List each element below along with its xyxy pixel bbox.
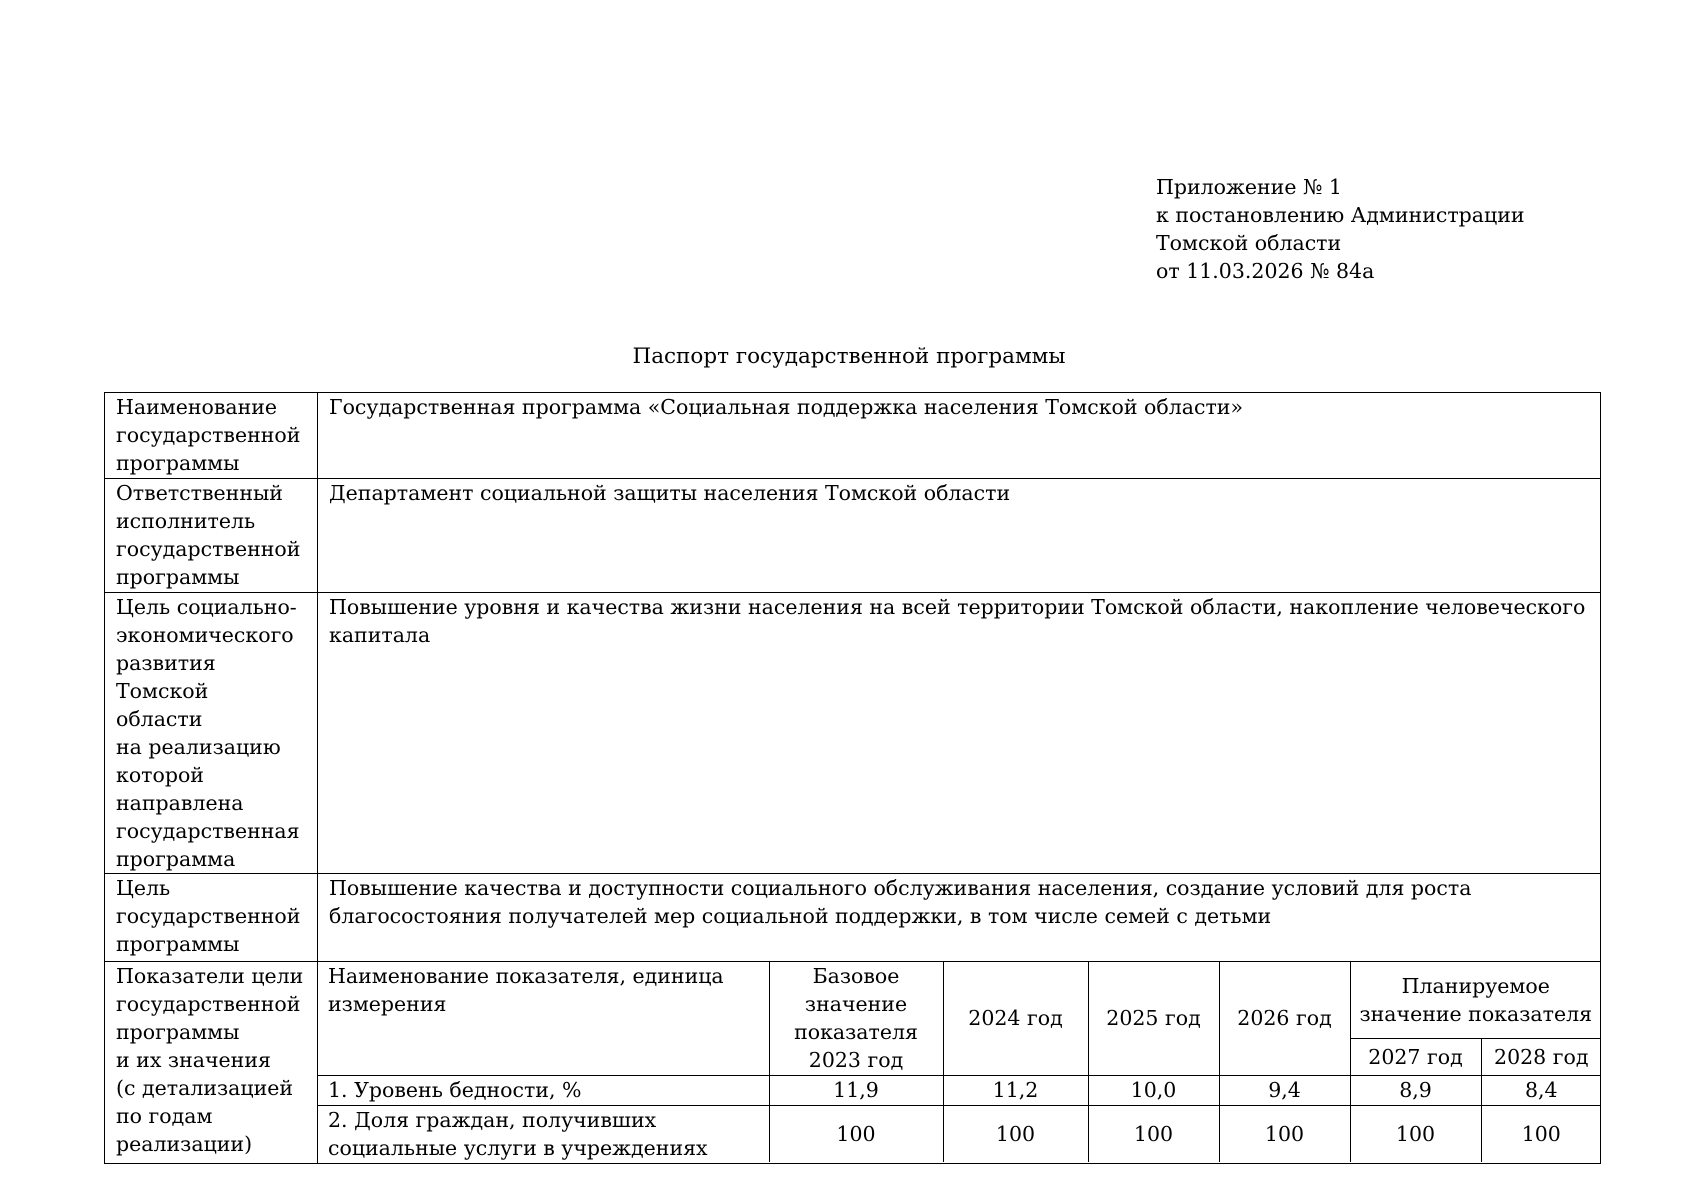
label-line: программы: [116, 1020, 240, 1044]
passport-row: [105, 479, 1601, 593]
header-year-2027: 2027 год: [1350, 1038, 1481, 1075]
indicator-value: 100: [1481, 1105, 1601, 1162]
label-line: Наименование: [116, 395, 278, 419]
header-year-2028: 2028 год: [1481, 1038, 1601, 1075]
label-line: Ответственный: [116, 481, 283, 505]
label-line: программы: [116, 932, 240, 956]
label-line: реализации): [116, 1132, 253, 1156]
header-line: Базовое: [812, 964, 900, 989]
indicator-value: 100: [1219, 1105, 1350, 1162]
row-label: [105, 874, 318, 962]
indicator-value: 10,0: [1088, 1075, 1219, 1105]
appendix-line: от 11.03.2026 № 84а: [1156, 259, 1375, 283]
passport-row: [105, 393, 1601, 479]
label-line: государственной: [116, 992, 301, 1016]
indicator-value: 11,2: [943, 1075, 1088, 1105]
label-line: Цель: [116, 876, 171, 900]
label-line: экономического: [116, 623, 294, 647]
header-year-2024: 2024 год: [943, 962, 1088, 1075]
indicator-name-line: 2. Доля граждан, получивших: [328, 1107, 657, 1132]
appendix-block: [1156, 173, 1676, 285]
indicators-table: [318, 962, 1601, 1162]
row-label: [105, 479, 318, 593]
header-line: значение: [804, 992, 908, 1017]
row-label: [105, 962, 318, 1164]
row-label: [105, 393, 318, 479]
label-line: государственной: [116, 537, 301, 561]
label-line: государственная: [116, 819, 300, 843]
header-line: 2023 год: [808, 1048, 904, 1073]
header-line: Планируемое: [1401, 973, 1550, 998]
indicator-name-line: социальные услуги в учреждениях: [328, 1135, 708, 1160]
row-value: Департамент социальной защиты населения Томской области: [318, 479, 1601, 593]
label-line: исполнитель: [116, 509, 256, 533]
label-line: Показатели цели: [116, 964, 304, 988]
label-line: программы: [116, 451, 240, 475]
document-title: Паспорт государственной программы: [632, 344, 1066, 369]
indicator-value: 9,4: [1219, 1075, 1350, 1105]
label-line: Цель социально-: [116, 595, 297, 619]
indicator-name-line: 1. Уровень бедности, %: [328, 1077, 582, 1102]
appendix-line: Томской области: [1156, 231, 1342, 255]
indicator-value: 100: [769, 1105, 943, 1162]
label-line: государственной: [116, 423, 301, 447]
indicator-name: [318, 1105, 769, 1162]
passport-table: [104, 392, 1601, 1164]
indicator-value: 100: [943, 1105, 1088, 1162]
label-line: которой: [116, 763, 204, 787]
appendix-line: Приложение № 1: [1156, 175, 1342, 199]
label-line: государственной: [116, 904, 301, 928]
passport-row-indicators: [105, 962, 1601, 1164]
label-line: области: [116, 707, 203, 731]
header-planned: [1350, 962, 1601, 1038]
indicator-row: [318, 1105, 1601, 1162]
passport-row: [105, 593, 1601, 874]
header-year-2026: 2026 год: [1219, 962, 1350, 1075]
label-line: по годам: [116, 1104, 213, 1128]
indicator-value: 11,9: [769, 1075, 943, 1105]
indicators-header-row: [318, 962, 1601, 1038]
row-label: [105, 593, 318, 874]
indicators-cell: [318, 962, 1601, 1164]
header-line: значение показателя: [1359, 1001, 1593, 1026]
header-base-value: [769, 962, 943, 1075]
header-indicator-name: Наименование показателя, единица измерения: [318, 962, 769, 1075]
header-year-2025: 2025 год: [1088, 962, 1219, 1075]
indicator-value: 100: [1350, 1105, 1481, 1162]
passport-row: [105, 874, 1601, 962]
label-line: программа: [116, 847, 236, 871]
label-line: направлена: [116, 791, 244, 815]
label-line: программы: [116, 565, 240, 589]
indicator-value: 8,4: [1481, 1075, 1601, 1105]
indicator-row: [318, 1075, 1601, 1105]
row-value: Повышение уровня и качества жизни населения на всей территории Томской области, накопление человеческого капитала: [318, 593, 1601, 874]
label-line: развития Томской: [116, 651, 216, 703]
label-line: (с детализацией: [116, 1076, 294, 1100]
header-line: показателя: [794, 1020, 918, 1045]
label-line: и их значения: [116, 1048, 271, 1072]
indicator-value: 100: [1088, 1105, 1219, 1162]
row-value: Государственная программа «Социальная поддержка населения Томской области»: [318, 393, 1601, 479]
row-value: Повышение качества и доступности социального обслуживания населения, создание условий для роста благосостояния получателей мер социальной поддержки, в том числе семей с детьми: [318, 874, 1601, 962]
indicator-value: 8,9: [1350, 1075, 1481, 1105]
indicator-name: [318, 1075, 769, 1105]
appendix-line: к постановлению Администрации: [1156, 203, 1525, 227]
label-line: на реализацию: [116, 735, 281, 759]
